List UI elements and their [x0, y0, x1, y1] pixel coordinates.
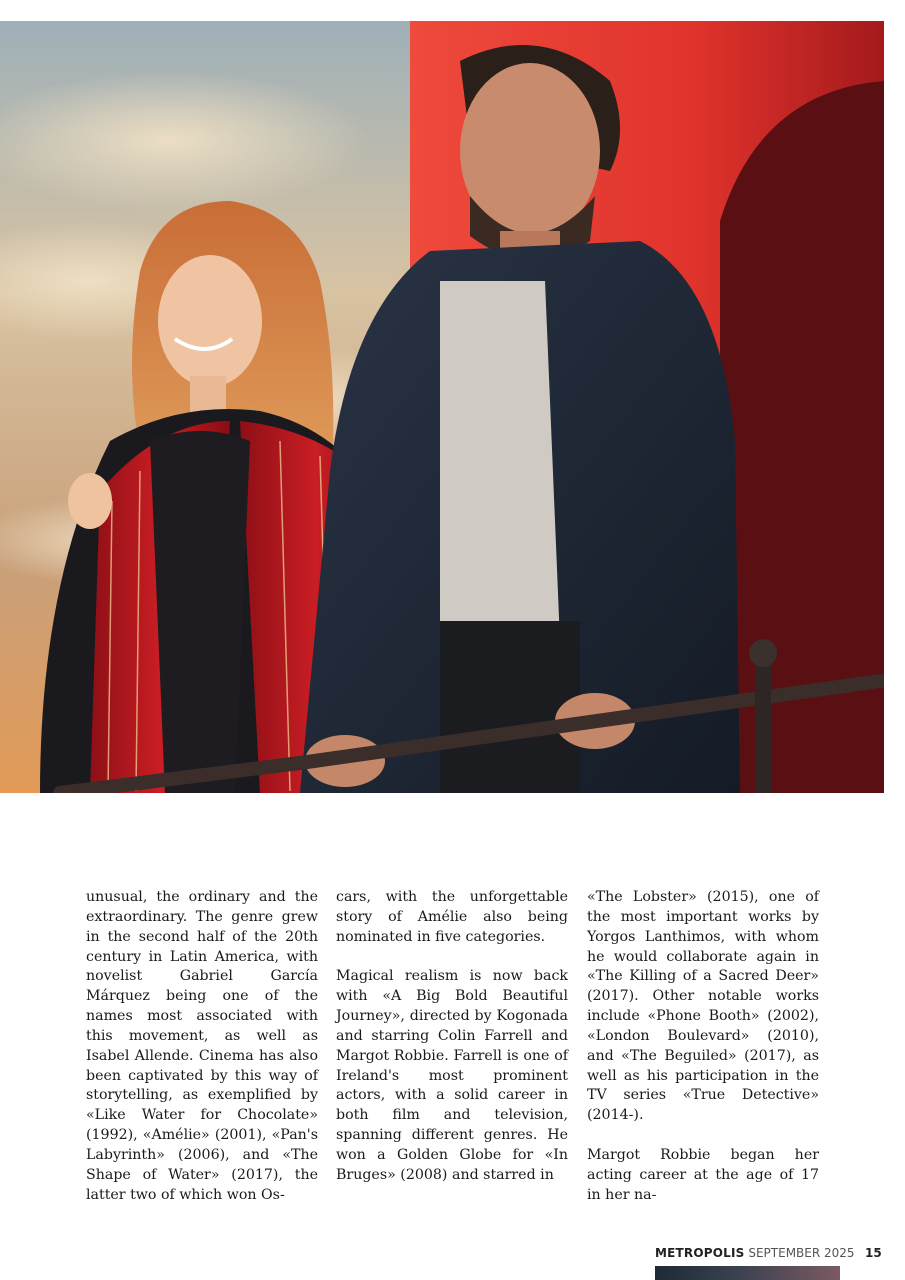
article-paragraph: «The Lobster» (2015), one of the most important works by Yorgos Lanthimos, with whom he would collaborate again in «The Killing of a Sacred Deer» (2017). Other notable works include «Phone Booth» (2002), «London Boulevard» (2010), and «The Beguiled» (2017), as well as his participation in the TV series «True Detective» (2014-).	[587, 889, 819, 1124]
page-footer	[655, 1246, 855, 1260]
article-paragraph: unusual, the ordinary and the extraordinary. The genre grew in the second half of the 20th century in Latin America, with novelist Gabriel García Márquez being one of the names most associated with this movement, as well as Isabel Allende. Cinema has also been captivated by this way of storytelling, as exemplified by «Like Water for Chocolate» (1992), «Amélie» (2001), «Pan's Labyrinth» (2006), and «The Shape of Water» (2017), the latter two of which won Os-	[86, 889, 318, 1203]
issue-date: SEPTEMBER 2025	[748, 1246, 855, 1260]
magazine-brand: METROPOLIS	[655, 1246, 745, 1260]
article-paragraph: cars, with the unforgettable story of Amélie also being nominated in five categories.	[336, 889, 568, 945]
article-column-3	[587, 888, 819, 1206]
article-column-1	[86, 888, 318, 1206]
article-paragraph: Magical realism is now back with «A Big Bold Beautiful Journey», directed by Kogonada and starring Colin Farrell and Margot Robbie. Farrell is one of Ireland's most prominent actors, with a solid career in both film and television, spanning different genres. He won a Golden Globe for «In Bruges» (2008) and starred in	[336, 968, 568, 1183]
hero-photo	[0, 21, 884, 793]
article-paragraph: Margot Robbie began her acting career at the age of 17 in her na-	[587, 1146, 819, 1203]
hero-photo-illustration	[0, 21, 884, 793]
footer-color-bar	[655, 1266, 840, 1280]
page-number: 15	[865, 1246, 882, 1260]
article-column-2	[336, 888, 568, 1186]
